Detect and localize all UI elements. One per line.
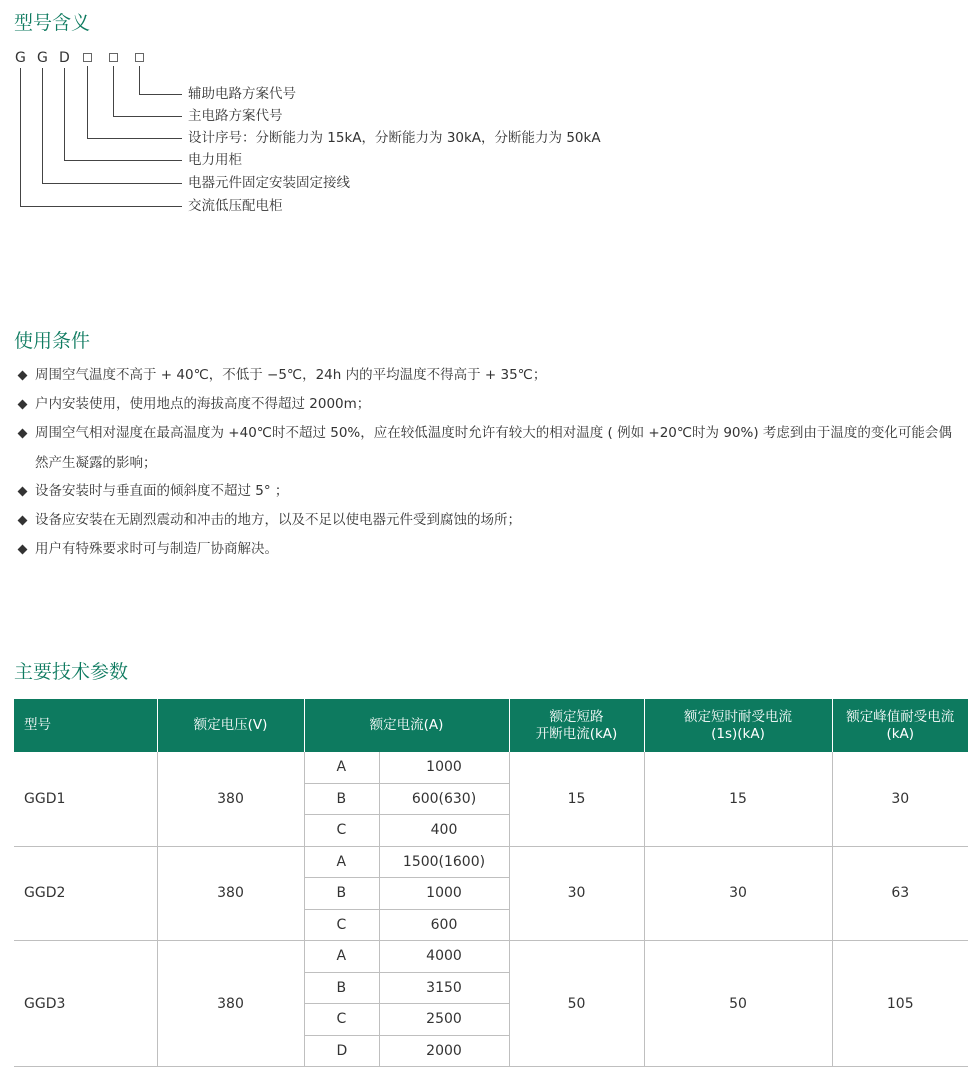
technical-parameters-table: [14, 699, 968, 1067]
cell-current-grade: A: [304, 846, 379, 878]
bullet-diamond-icon: [18, 544, 28, 554]
bullet-diamond-icon: [18, 486, 28, 496]
condition-text: 设备应安装在无剧烈震动和冲击的地方，以及不足以使电器元件受到腐蚀的场所；: [35, 512, 521, 528]
bullet-diamond-icon: [18, 370, 28, 380]
connector-line: [20, 68, 21, 206]
code-placeholder-box-2: [109, 53, 118, 62]
condition-item: [16, 506, 971, 536]
cell-voltage: 380: [157, 752, 304, 846]
condition-text: 周围空气温度不高于 + 40℃，不低于 −5℃，24h 内的平均温度不得高于 + 35℃；: [35, 367, 547, 383]
cell-model: GGD1: [14, 752, 157, 846]
bullet-diamond-icon: [18, 399, 28, 409]
code-desc-auxiliary-circuit: 辅助电路方案代号: [188, 86, 296, 102]
condition-text: 用户有特殊要求时可与制造厂协商解决。: [35, 541, 278, 557]
cell-breaking-current: 50: [509, 941, 644, 1067]
cell-current-grade: D: [304, 1035, 379, 1067]
condition-item: [16, 419, 971, 478]
bullet-diamond-icon: [18, 428, 28, 438]
condition-item: [16, 390, 971, 420]
condition-text: 户内安装使用，使用地点的海拔高度不得超过 2000m；: [35, 396, 371, 412]
condition-item: [16, 361, 971, 391]
cell-current-value: 600(630): [379, 783, 509, 815]
cell-voltage: 380: [157, 941, 304, 1067]
condition-text: 周围空气相对湿度在最高温度为 +40℃时不超过 50%，应在较低温度时允许有较大的相对温度 ( 例如 +20℃时为 90%) 考虑到由于温度的变化可能会偶: [35, 425, 952, 441]
table-row: [14, 752, 968, 783]
cell-current-value: 1000: [379, 878, 509, 910]
header-rated-voltage: 额定电压(V): [157, 699, 304, 752]
connector-line: [42, 68, 43, 183]
header-rated-current: 额定电流(A): [304, 699, 509, 752]
connector-line: [139, 94, 182, 95]
cell-current-grade: C: [304, 909, 379, 941]
table-row: [14, 941, 968, 973]
cell-current-value: 400: [379, 815, 509, 847]
cell-short-time-current: 30: [644, 846, 832, 941]
code-letter-3: D: [59, 50, 70, 66]
cell-peak-current: 105: [832, 941, 968, 1067]
cell-current-value: 2500: [379, 1004, 509, 1036]
cell-model: GGD3: [14, 941, 157, 1067]
connector-line: [87, 138, 182, 139]
cell-current-value: 2000: [379, 1035, 509, 1067]
condition-item: [16, 535, 971, 565]
code-desc-design-serial: 设计序号：分断能力为 15kA，分断能力为 30kA，分断能力为 50kA: [188, 130, 601, 146]
connector-line: [87, 66, 88, 138]
header-line: (kA): [886, 725, 915, 742]
cell-peak-current: 63: [832, 846, 968, 941]
header-line: 额定短路: [549, 708, 604, 725]
cell-current-value: 600: [379, 909, 509, 941]
cell-current-grade: C: [304, 1004, 379, 1036]
connector-line: [42, 183, 182, 184]
model-section-title: 型号含义: [14, 12, 91, 34]
bullet-diamond-icon: [18, 515, 28, 525]
code-desc-fixed-installation: 电器元件固定安装固定接线: [188, 175, 350, 191]
condition-item: [16, 477, 971, 507]
code-letter-2: G: [37, 50, 48, 66]
code-desc-main-circuit: 主电路方案代号: [188, 108, 283, 124]
header-line: 额定峰值耐受电流: [846, 708, 955, 725]
cell-short-time-current: 50: [644, 941, 832, 1067]
code-placeholder-box-3: [135, 53, 144, 62]
cell-current-value: 3150: [379, 972, 509, 1004]
connector-line: [139, 66, 140, 94]
header-line: (1s)(kA): [711, 725, 765, 742]
cell-breaking-current: 30: [509, 846, 644, 941]
cell-current-value: 1500(1600): [379, 846, 509, 878]
header-line: 开断电流(kA): [535, 725, 618, 742]
code-desc-power-cabinet: 电力用柜: [188, 152, 242, 168]
cell-current-value: 1000: [379, 752, 509, 783]
cell-current-value: 4000: [379, 941, 509, 973]
header-peak-withstand-current: [832, 699, 968, 752]
header-line: 额定短时耐受电流: [684, 708, 792, 725]
cell-current-grade: C: [304, 815, 379, 847]
cell-voltage: 380: [157, 846, 304, 941]
code-letter-1: G: [15, 50, 26, 66]
connector-line: [113, 66, 114, 116]
header-short-time-withstand-current: [644, 699, 832, 752]
conditions-section-title: 使用条件: [14, 330, 91, 352]
cell-model: GGD2: [14, 846, 157, 941]
cell-current-grade: B: [304, 783, 379, 815]
cell-current-grade: B: [304, 972, 379, 1004]
condition-text: 设备安装时与垂直面的倾斜度不超过 5° ；: [35, 483, 289, 499]
code-placeholder-box-1: [83, 53, 92, 62]
connector-line: [64, 68, 65, 160]
cell-current-grade: A: [304, 752, 379, 783]
connector-line: [20, 206, 182, 207]
condition-text-continuation: 然产生凝露的影响；: [35, 454, 157, 471]
params-section-title: 主要技术参数: [14, 661, 129, 683]
cell-short-time-current: 15: [644, 752, 832, 846]
code-desc-ac-lv-switchgear: 交流低压配电柜: [188, 198, 283, 214]
connector-line: [113, 116, 182, 117]
header-model: 型号: [14, 699, 157, 752]
cell-breaking-current: 15: [509, 752, 644, 846]
header-rated-breaking-current: [509, 699, 644, 752]
connector-line: [64, 160, 182, 161]
cell-current-grade: B: [304, 878, 379, 910]
cell-peak-current: 30: [832, 752, 968, 846]
table-header-row: [14, 699, 968, 752]
table-row: [14, 846, 968, 878]
cell-current-grade: A: [304, 941, 379, 973]
